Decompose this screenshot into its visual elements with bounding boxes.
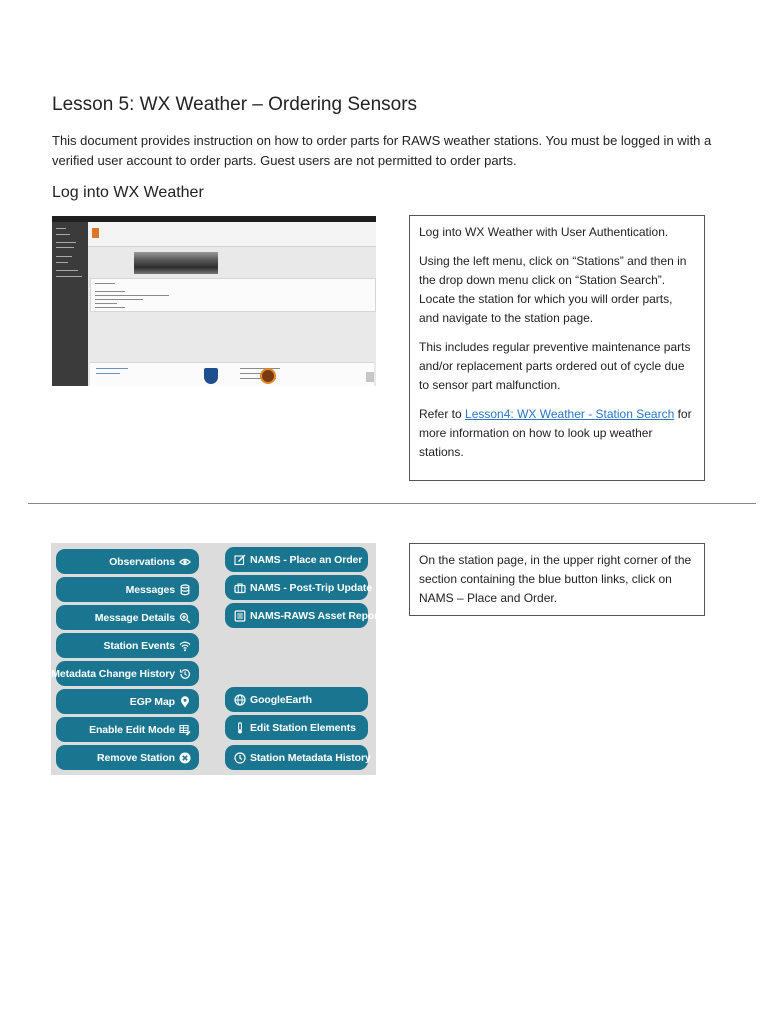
globe-icon (234, 694, 246, 706)
database-icon (179, 584, 191, 596)
button-label: Enable Edit Mode (89, 723, 175, 736)
section-heading-login: Log into WX Weather (52, 184, 204, 201)
station-metadata-history-button[interactable] (225, 745, 371, 770)
station-search-lesson-link[interactable]: Lesson4: WX Weather - Station Search (465, 407, 675, 421)
report-icon (234, 610, 246, 622)
google-earth-button[interactable] (225, 687, 368, 712)
instruction-text (419, 405, 695, 462)
map-pin-icon (179, 696, 191, 708)
screenshot-left-menu (52, 222, 88, 386)
instruction-text: This includes regular preventive maintenance parts and/or replacement parts ordered out of cycle due to sensor part malfunction. (419, 340, 691, 392)
edit-station-elements-button[interactable] (225, 715, 368, 740)
clock-icon (234, 752, 246, 764)
message-details-button[interactable] (56, 605, 199, 630)
button-label: NAMS - Post-Trip Update (250, 581, 372, 594)
instruction-box-nams (409, 543, 705, 616)
observations-button[interactable] (56, 549, 199, 574)
button-label: Remove Station (97, 751, 175, 764)
station-buttons-screenshot (51, 543, 382, 775)
close-circle-icon (179, 752, 191, 764)
screenshot-header (88, 222, 376, 247)
section-divider (28, 503, 756, 504)
button-label: Metadata Change History (51, 667, 175, 680)
eye-icon (179, 556, 191, 568)
fire-badge-icon (260, 368, 276, 384)
button-label: Edit Station Elements (250, 721, 356, 734)
edit-icon (234, 554, 246, 566)
zoom-in-icon (179, 612, 191, 624)
instruction-text: Log into WX Weather with User Authentication. (419, 225, 669, 239)
edit-table-icon (179, 724, 191, 736)
instruction-text: Using the left menu, click on “Stations” and then in the drop down menu click on “Station Search”. Locate the station for which you will order parts, and navigate to the station page. (419, 254, 687, 325)
button-label: Messages (125, 583, 175, 596)
wx-weather-screenshot (52, 216, 376, 386)
wifi-icon (179, 640, 191, 652)
messages-button[interactable] (56, 577, 199, 602)
screenshot-footer (90, 362, 374, 386)
metadata-change-history-button[interactable] (51, 661, 199, 686)
button-label: GoogleEarth (250, 693, 312, 706)
nams-post-trip-update-button[interactable] (225, 575, 372, 600)
button-label: NAMS - Place an Order (250, 553, 363, 566)
screenshot-info-panel (90, 278, 376, 312)
button-label: Message Details (94, 611, 175, 624)
nams-raws-asset-report-button[interactable] (225, 603, 382, 628)
refer-suffix: for more information on how to look up weather stations. (419, 407, 692, 459)
history-icon (179, 668, 191, 680)
nams-place-order-button[interactable] (225, 547, 368, 572)
enable-edit-mode-button[interactable] (56, 717, 199, 742)
intro-paragraph: This document provides instruction on how to order parts for RAWS weather stations. You must be logged in with a verified user account to order parts. Guest users are not permitted to order parts. (52, 133, 712, 168)
button-label: EGP Map (129, 695, 175, 708)
instruction-box-login (409, 215, 705, 481)
page-title: Lesson 5: WX Weather – Ordering Sensors (52, 94, 418, 115)
thermometer-icon (234, 722, 246, 734)
remove-station-button[interactable] (56, 745, 199, 770)
refer-prefix: Refer to (419, 407, 466, 421)
button-label: Observations (109, 555, 175, 568)
station-events-button[interactable] (56, 633, 199, 658)
blm-shield-icon (204, 368, 218, 384)
button-label: NAMS-RAWS Asset Report (250, 609, 382, 622)
instruction-text: On the station page, in the upper right corner of the section containing the blue button links, click on NAMS – Place and Order. (419, 553, 692, 605)
button-label: Station Metadata History (250, 751, 371, 764)
briefcase-icon (234, 582, 246, 594)
screenshot-banner-image (134, 252, 218, 274)
button-label: Station Events (103, 639, 175, 652)
screenshot-scroll-button (366, 372, 374, 382)
screenshot-logo (92, 228, 99, 238)
egp-map-button[interactable] (56, 689, 199, 714)
